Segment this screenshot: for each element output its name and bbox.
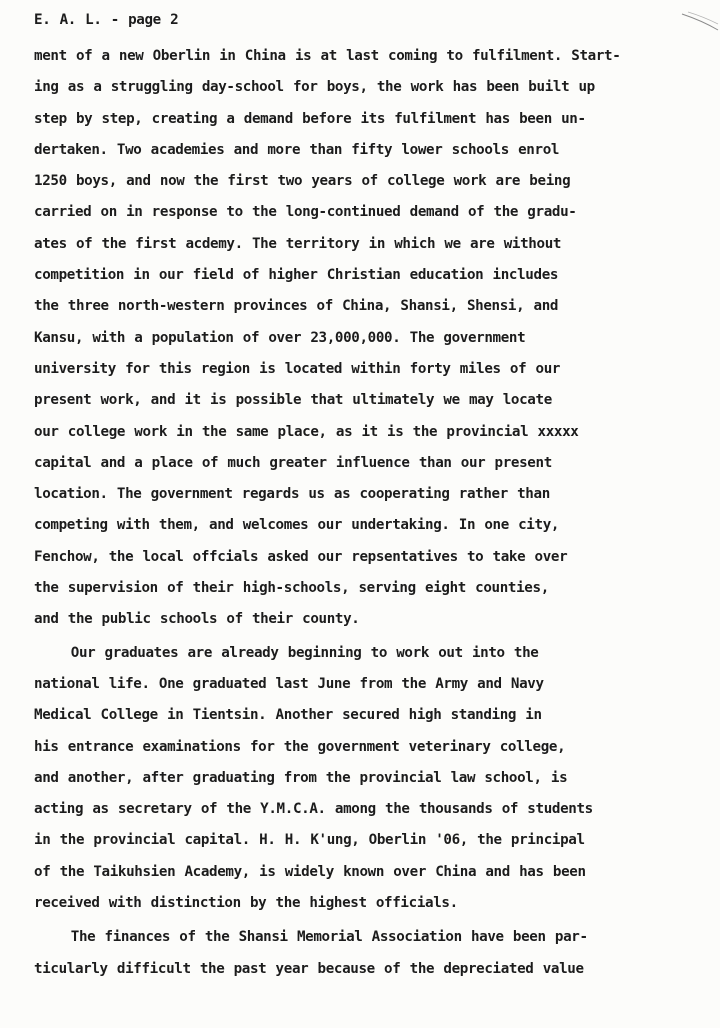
text-line: The finances of the Shansi Memorial Association have been par- (34, 929, 588, 946)
text-line: our college work in the same place, as it is the provincial xxxxx (34, 423, 579, 440)
text-line: present work, and it is possible that ultimately we may locate (34, 392, 552, 409)
text-line: ment of a new Oberlin in China is at last coming to fulfilment. Start- (34, 48, 621, 64)
paragraph-3 (34, 922, 714, 985)
text-line: and another, after graduating from the provincial law school, is (34, 769, 568, 786)
text-line: dertaken. Two academies and more than fifty lower schools enrol (34, 141, 560, 158)
paragraph-1 (34, 41, 714, 636)
text-line: capital and a place of much greater influence than our present (34, 454, 552, 471)
text-line: competition in our field of higher Christian education includes (34, 267, 559, 284)
paper-fold-mark (680, 10, 720, 32)
text-line: location. The government regards us as cooperating rather than (34, 486, 550, 503)
text-line: Medical College in Tientsin. Another secured high standing in (34, 707, 542, 724)
text-line: university for this region is located within forty miles of our (34, 360, 561, 377)
text-line: acting as secretary of the Y.M.C.A. among the thousands of students (34, 801, 593, 818)
text-line: competing with them, and welcomes our undertaking. In one city, (34, 517, 560, 534)
text-line: the three north-western provinces of China, Shansi, Shensi, and (34, 298, 559, 315)
text-line: ing as a struggling day-school for boys, the work has been built up (34, 79, 595, 96)
text-line: step by step, creating a demand before its fulfilment has been un- (34, 110, 586, 127)
text-line: Kansu, with a population of over 23,000,000. The government (34, 329, 526, 346)
text-line: national life. One graduated last June from the Army and Navy (34, 675, 544, 692)
text-line: the supervision of their high-schools, serving eight counties, (34, 580, 549, 597)
text-line: in the provincial capital. H. H. K'ung, Oberlin '06, the principal (34, 832, 585, 849)
text-line: Our graduates are already beginning to work out into the (34, 644, 539, 661)
text-line: Fenchow, the local offcials asked our repsentatives to take over (34, 548, 568, 565)
text-line: ates of the first acdemy. The territory in which we are without (34, 235, 562, 252)
text-line: and the public schools of their county. (34, 611, 360, 628)
text-line: of the Taikuhsien Academy, is widely known over China and has been (34, 863, 586, 880)
page-header: E. A. L. - page 2 (34, 12, 179, 28)
letter-body (34, 41, 714, 985)
text-line: his entrance examinations for the government veterinary college, (34, 738, 566, 755)
text-line: 1250 boys, and now the first two years of college work are being (34, 173, 571, 190)
text-line: received with distinction by the highest officials. (34, 895, 458, 912)
text-line: ticularly difficult the past year because of the depreciated value (34, 960, 584, 977)
text-line: carried on in response to the long-continued demand of the gradu- (34, 204, 577, 221)
paragraph-2 (34, 638, 714, 920)
